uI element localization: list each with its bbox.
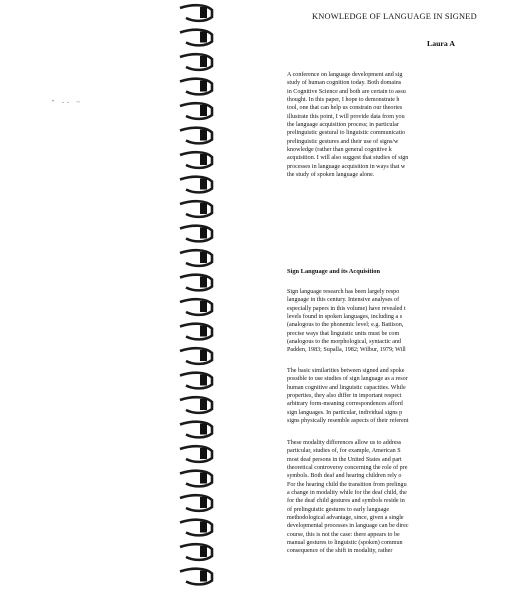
author-name: Laura A	[427, 39, 455, 48]
binding-coil	[180, 495, 212, 511]
text-line: tool, one that can help us constrain our theories	[287, 105, 403, 112]
text-line: for the deaf child gestures and symbols reside in	[287, 498, 405, 505]
text-line: methodological advantage, since, given a single	[287, 515, 404, 522]
binding-coil	[180, 471, 212, 487]
spiral-coils	[176, 0, 220, 600]
binding-coil	[180, 201, 212, 217]
text-line: The basic similarities between signed and spoke	[287, 368, 405, 374]
text-line: study of human cognition today. Both domains	[287, 80, 402, 87]
body-paragraph-2	[287, 367, 487, 425]
text-line: (analogous to the phonemic level; e.g. Battison,	[287, 322, 404, 329]
binding-coil	[180, 103, 212, 119]
text-line: Sign language research has been largely respo	[287, 289, 400, 295]
text-line: manual gestures to linguistic (spoken) commun	[287, 540, 403, 547]
text-line: the language acquisition process; in particular	[287, 122, 399, 129]
text-line: most deaf persons in the United States and part	[287, 456, 402, 463]
binding-coil	[180, 544, 212, 560]
text-line: consequence of the shift in modality, rather	[287, 548, 393, 555]
binding-coil	[180, 446, 212, 462]
text-line: acquisition. I will also suggest that studies of sign	[287, 155, 409, 162]
binding-coil	[180, 226, 212, 242]
binding-coil	[180, 54, 212, 70]
text-line: developmental processes in language can be direc	[287, 523, 409, 530]
text-line: prelinguistic gestures and their use of signs/w	[287, 138, 399, 145]
text-line: arbitrary form-meaning correspondences afford	[287, 401, 403, 408]
running-title: KNOWLEDGE OF LANGUAGE IN SIGNED	[312, 12, 477, 21]
spiral-binding	[176, 0, 220, 600]
text-line: especially papers in this volume) have revealed t	[287, 305, 406, 312]
binding-coil	[180, 299, 212, 315]
text-line: particular, studies of, for example, American S	[287, 448, 401, 455]
binding-coil	[180, 128, 212, 144]
text-line: levels found in spoken languages, including a s	[287, 314, 403, 321]
text-line: illustrate this point, I will provide data from you	[287, 113, 405, 120]
intro-paragraph	[287, 71, 487, 179]
text-line: of prelinguistic gestures to early language	[287, 506, 390, 513]
text-line: A conference on language development and sig	[287, 72, 403, 78]
text-line: signs physically resemble aspects of their referent	[287, 418, 409, 425]
text-line: possible to use studies of sign language as a resor	[287, 376, 408, 383]
text-line: a change in modality while for the deaf child, the	[287, 490, 407, 497]
text-line: symbols. Both deaf and hearing children rely o	[287, 473, 402, 480]
binding-coil	[180, 275, 212, 291]
section-heading: Sign Language and its Acquisition	[287, 268, 381, 275]
text-line: (analogous to the morphological, syntactic and	[287, 339, 402, 346]
binding-coil	[180, 324, 212, 340]
binding-coil	[180, 348, 212, 364]
binding-coil	[180, 5, 212, 21]
stray-marks: " -- ~	[52, 100, 83, 106]
document-text-column	[287, 0, 487, 600]
binding-coil	[180, 422, 212, 438]
text-line: precise ways that linguistic units must be com	[287, 330, 400, 337]
binding-coil	[180, 79, 212, 95]
binding-coil	[180, 569, 212, 585]
text-line: knowledge (rather than general cognitive k	[287, 147, 392, 154]
text-line: sign languages. In particular, individual signs p	[287, 409, 403, 416]
binding-coil	[180, 30, 212, 46]
binding-coil	[180, 152, 212, 168]
body-paragraph-1	[287, 288, 487, 355]
text-line: These modality differences allow us to address	[287, 440, 402, 446]
binding-coil	[180, 373, 212, 389]
text-line: in Cognitive Science and both are certain to assu	[287, 88, 406, 95]
binding-coil	[180, 177, 212, 193]
text-line: the study of spoken language alone.	[287, 172, 375, 179]
text-line: prelinguistic gestural to linguistic communicatio	[287, 130, 406, 137]
text-line: human cognitive and linguistic capacities. While	[287, 384, 406, 391]
text-line: course, this is not the case: there appears to be	[287, 531, 400, 538]
body-paragraph-3	[287, 439, 487, 556]
text-line: theoretical controversy concerning the role of pre	[287, 465, 408, 472]
text-line: For the hearing child the transition from prelingu	[287, 481, 407, 488]
binding-coil	[180, 520, 212, 536]
text-line: thought. In this paper, I hope to demonstrate h	[287, 97, 400, 104]
binding-coil	[180, 397, 212, 413]
text-line: properties, they also differ in important respect	[287, 393, 402, 400]
binding-coil	[180, 250, 212, 266]
text-line: processes in language acquisition in ways that w	[287, 163, 406, 170]
text-line: language in this century. Intensive analyses of	[287, 297, 400, 304]
text-line: Padden, 1983; Supalla, 1982; Wilbur, 1979; Will	[287, 347, 406, 354]
